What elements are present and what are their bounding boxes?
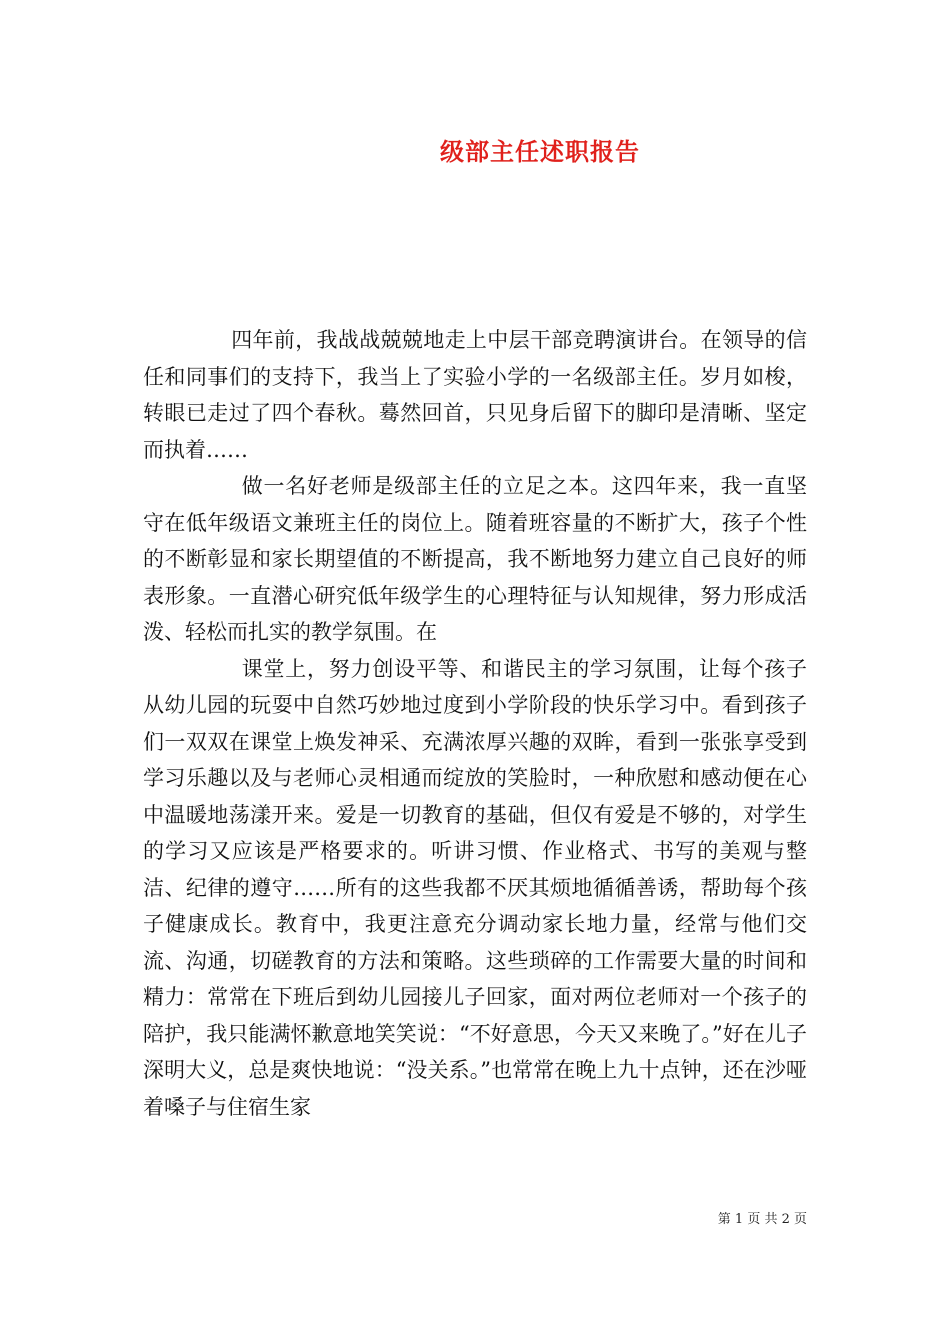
page-number-footer: 第 1 页 共 2 页 [717, 1212, 807, 1227]
paragraph: 课堂上，努力创设平等、和谐民主的学习氛围，让每个孩子从幼儿园的玩耍中自然巧妙地过度到小学阶段的快乐学习中。看到孩子们一双双在课堂上焕发神采、充满浓厚兴趣的双眸，看到一张张享受到学习乐趣以及与老师心灵相通而绽放的笑脸时，一种欣慰和感动便在心中温暖地荡漾开来。爱是一切教育的基础，但仅有爱是不够的，对学生的学习又应该是严格要求的。听讲习惯、作业格式、书写的美观与整洁、纪律的遵守……所有的这些我都不厌其烦地循循善诱，帮助每个孩子健康成长。教育中，我更注意充分调动家长地力量，经常与他们交流、沟通，切磋教育的方法和策略。这些琐碎的工作需要大量的时间和精力：常常在下班后到幼儿园接儿子回家，面对两位老师对一个孩子的陪护，我只能满怀歉意地笑笑说：“不好意思，今天又来晚了。”好在儿子深明大义，总是爽快地说：“没关系。”也常常在晚上九十点钟，还在沙哑着嗓子与住宿生家 [143, 656, 807, 1119]
document-body [143, 322, 807, 1125]
document-title: 级部主任述职报告 [440, 137, 640, 166]
paragraph: 做一名好老师是级部主任的立足之本。这四年来，我一直坚守在低年级语文兼班主任的岗位上。随着班容量的不断扩大，孩子个性的不断彰显和家长期望值的不断提高，我不断地努力建立自己良好的师表形象。一直潜心研究低年级学生的心理特征与认知规律，努力形成活泼、轻松而扎实的教学氛围。在 [143, 474, 807, 644]
paragraph: 四年前，我战战兢兢地走上中层干部竞聘演讲台。在领导的信任和同事们的支持下，我当上了实验小学的一名级部主任。岁月如梭，转眼已走过了四个春秋。蓦然回首，只见身后留下的脚印是清晰、坚定而执着…… [143, 328, 807, 462]
